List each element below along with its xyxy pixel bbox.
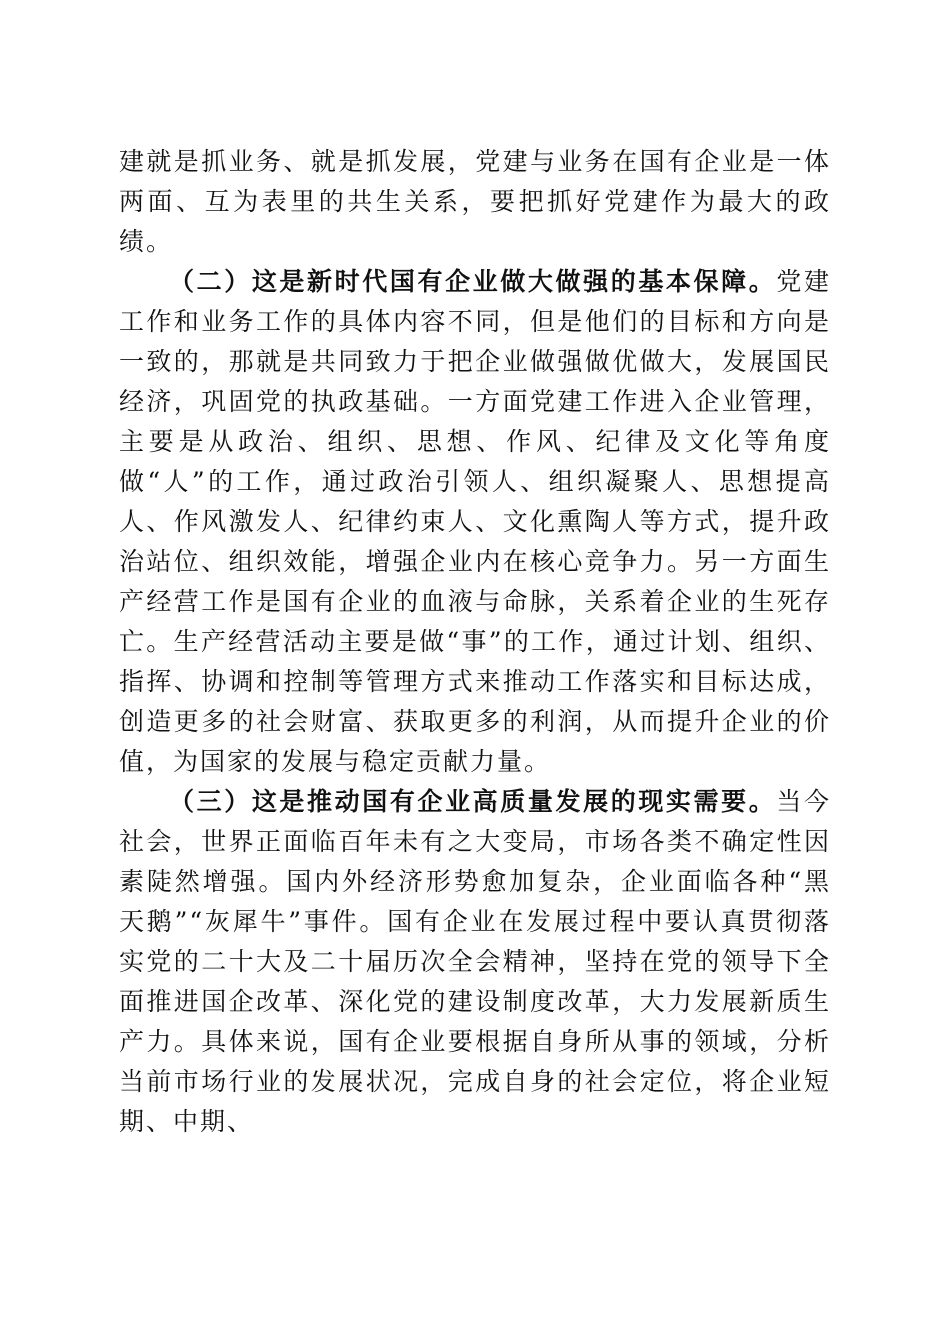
section-heading: （二）这是新时代国有企业做大做强的基本保障。 bbox=[169, 267, 777, 296]
paragraph-continuation bbox=[119, 142, 831, 262]
paragraph-body: 党建工作和业务工作的具体内容不同，但是他们的目标和方向是一致的，那就是共同致力于把企业做强做优做大，发展国民经济，巩固党的执政基础。一方面党建工作进入企业管理，主要是从政治、组织、思想、作风、纪律及文化等角度做“人”的工作，通过政治引领人、组织凝聚人、思想提高人、作风激发人、纪律约束人、文化熏陶人等方式，提升政治站位、组织效能，增强企业内在核心竞争力。另一方面生产经营工作是国有企业的血液与命脉，关系着企业的生死存亡。生产经营活动主要是做“事”的工作，通过计划、组织、指挥、协调和控制等管理方式来推动工作落实和目标达成，创造更多的社会财富、获取更多的利润，从而提升企业的价值，为国家的发展与稳定贡献力量。 bbox=[119, 267, 831, 776]
paragraph-body: 建就是抓业务、就是抓发展，党建与业务在国有企业是一体两面、互为表里的共生关系，要把抓好党建作为最大的政绩。 bbox=[119, 147, 831, 256]
paragraph-body: 当今社会，世界正面临百年未有之大变局，市场各类不确定性因素陡然增强。国内外经济形势愈加复杂，企业面临各种“黑天鹅”“灰犀牛”事件。国有企业在发展过程中要认真贯彻落实党的二十大及二十届历次全会精神，坚持在党的领导下全面推进国企改革、深化党的建设制度改革，大力发展新质生产力。具体来说，国有企业要根据自身所从事的领域，分析当前市场行业的发展状况，完成自身的社会定位，将企业短期、中期、 bbox=[119, 787, 831, 1136]
paragraph-section-3 bbox=[119, 782, 831, 1142]
paragraph-section-2 bbox=[119, 262, 831, 782]
document-body bbox=[119, 142, 831, 1142]
section-heading: （三）这是推动国有企业高质量发展的现实需要。 bbox=[169, 787, 777, 816]
